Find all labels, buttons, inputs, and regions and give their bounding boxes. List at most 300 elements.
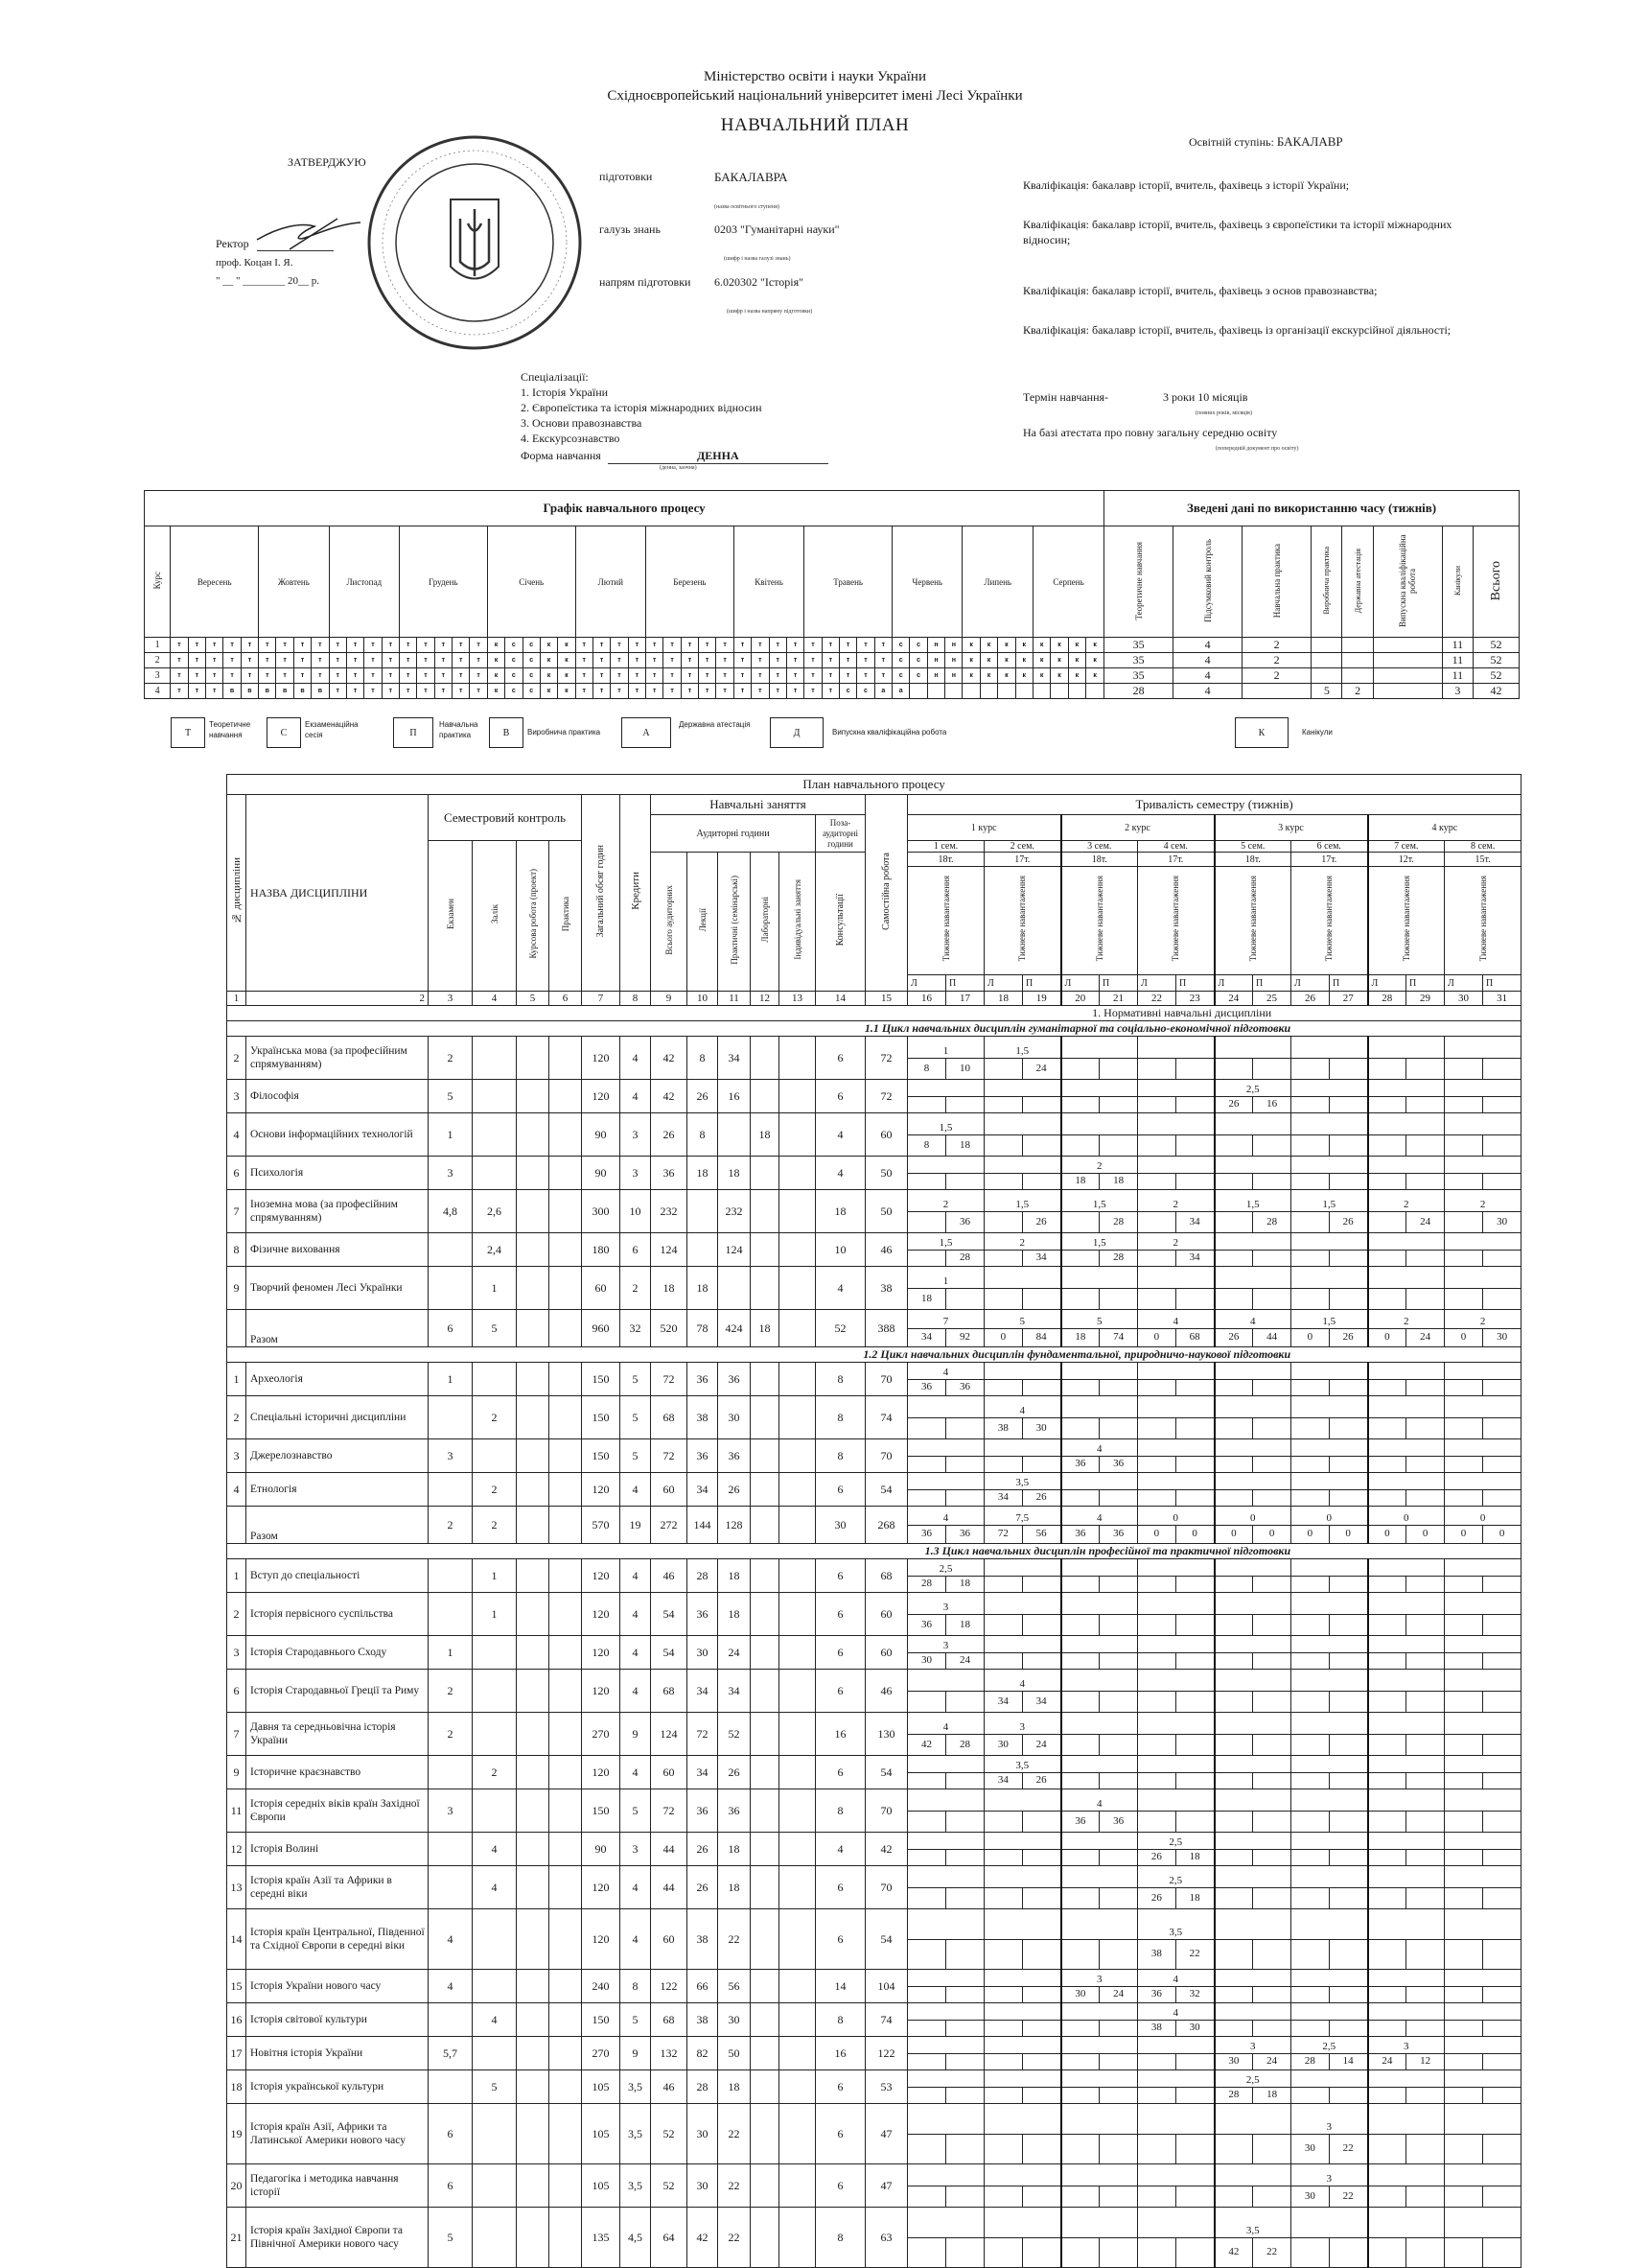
weeks-header: 12т. xyxy=(1368,853,1445,867)
schedule-week-cell: в xyxy=(259,684,276,699)
col-name-header: НАЗВА ДИСЦИПЛІНИ xyxy=(246,795,429,992)
weekly-load-cell xyxy=(1291,1233,1368,1267)
weekly-load-cell xyxy=(1061,1037,1138,1080)
discipline-value: 120 xyxy=(582,1080,620,1113)
schedule-week-cell: к xyxy=(1033,668,1050,684)
weekly-load-cell xyxy=(985,1080,1061,1113)
weekly-load-cell xyxy=(908,1713,985,1756)
practice-hours xyxy=(1175,1380,1214,1396)
lecture-practice-hours xyxy=(1138,2088,1214,2104)
lecture-hours xyxy=(908,1773,945,1789)
schedule-week-cell: к xyxy=(980,638,997,653)
weekly-hours xyxy=(1291,1789,1367,1812)
practice-hours: 0 xyxy=(1329,1526,1367,1544)
discipline-value xyxy=(751,1363,779,1396)
lecture-hours xyxy=(1445,1653,1482,1670)
discipline-value xyxy=(517,1080,549,1113)
weekly-load-cell xyxy=(1368,1670,1445,1713)
discipline-value: 18 xyxy=(718,2070,751,2104)
weekly-hours: 1,5 xyxy=(1216,1190,1291,1212)
discipline-value: 42 xyxy=(866,1833,908,1866)
discipline-value: 47 xyxy=(866,2104,908,2164)
weekly-load-cell xyxy=(1215,1037,1291,1080)
lecture-practice-hours xyxy=(1445,1615,1521,1636)
weekly-load-cell xyxy=(1368,1473,1445,1507)
schedule-week-cell: т xyxy=(223,638,241,653)
discipline-number: 3 xyxy=(227,1636,246,1670)
lecture-hours xyxy=(1291,1812,1329,1833)
lecture-practice-hours xyxy=(1369,1457,1445,1473)
lecture-practice-hours xyxy=(1138,2054,1214,2070)
schedule-week-cell: т xyxy=(241,668,258,684)
discipline-number: 3 xyxy=(227,1439,246,1473)
discipline-value xyxy=(549,1037,582,1080)
schedule-week-cell: т xyxy=(874,653,892,668)
lecture-practice-hours xyxy=(985,1135,1060,1157)
schedule-week-cell: т xyxy=(206,668,223,684)
course-header: 3 курс xyxy=(1215,815,1368,841)
lecture-practice-hours xyxy=(1062,1692,1138,1713)
schedule-week-cell: к xyxy=(540,668,557,684)
lecture-practice-hours xyxy=(1445,2088,1521,2104)
weekly-hours xyxy=(1291,1833,1367,1850)
column-numbers-row xyxy=(227,992,1521,1006)
lecture-practice-hours xyxy=(985,1940,1060,1970)
lecture-practice-hours xyxy=(1216,2135,1291,2164)
practice-hours xyxy=(1329,1653,1367,1670)
weekly-load-cell xyxy=(985,1037,1061,1080)
weekly-load-cell xyxy=(908,1157,985,1190)
summary-value: 52 xyxy=(1474,668,1520,684)
weekly-load-cell xyxy=(1061,1507,1138,1544)
discipline-value: 72 xyxy=(651,1439,687,1473)
discipline-name: Іноземна мова (за професійним спрямуванням) xyxy=(246,1190,429,1233)
practice-hours xyxy=(1329,1418,1367,1439)
summary-value xyxy=(1342,653,1373,668)
discipline-value xyxy=(751,1970,779,2003)
weekly-load-cell xyxy=(1138,1713,1215,1756)
lecture-hours xyxy=(908,1850,945,1866)
lecture-hours xyxy=(908,2088,945,2104)
weekly-load-cell xyxy=(1445,1473,1521,1507)
weekly-load-cell xyxy=(1445,1756,1521,1789)
discipline-value: 150 xyxy=(582,1363,620,1396)
discipline-value: 60 xyxy=(866,1593,908,1636)
discipline-value: 90 xyxy=(582,1113,620,1157)
weekly-load-cell xyxy=(1215,1507,1291,1544)
weekly-load-cell xyxy=(1061,1233,1138,1267)
weekly-hours: 4 xyxy=(1138,1970,1214,1987)
lecture-hours xyxy=(1138,2054,1175,2070)
discipline-value xyxy=(549,1113,582,1157)
qualification-1: Кваліфікація: бакалавр історії, вчитель, фахівець з історії України; xyxy=(1023,178,1350,192)
discipline-value: 4 xyxy=(620,1037,651,1080)
course-header: 2 курс xyxy=(1061,815,1215,841)
practice-hours xyxy=(1329,1289,1367,1310)
weekly-load-cell xyxy=(1215,2164,1291,2208)
schedule-week-cell: т xyxy=(611,638,628,653)
lecture-hours xyxy=(1138,2088,1175,2104)
lecture-hours xyxy=(1216,1653,1253,1670)
discipline-value: 3 xyxy=(429,1789,473,1833)
weekly-load-cell xyxy=(1138,1037,1215,1080)
summary-title: Зведені дані по використанню часу (тижнів) xyxy=(1104,491,1520,526)
discipline-value xyxy=(473,2208,517,2268)
lecture-hours: 38 xyxy=(1150,2022,1162,2034)
weekly-hours xyxy=(985,2070,1060,2088)
discipline-value: 36 xyxy=(651,1157,687,1190)
lecture-hours xyxy=(1369,1135,1406,1157)
weekly-hours xyxy=(1062,2104,1138,2135)
plan-header-row xyxy=(227,795,1521,815)
weekly-load-cell xyxy=(1445,2003,1521,2037)
column-number: 3 xyxy=(429,992,473,1006)
lecture-practice-hours xyxy=(1216,1289,1291,1310)
schedule-week-cell xyxy=(1033,684,1050,699)
summary-value: 3 xyxy=(1442,684,1473,699)
discipline-value: 4 xyxy=(473,1866,517,1909)
weekly-load-cell xyxy=(1215,1363,1291,1396)
lecture-practice-hours xyxy=(985,1418,1060,1439)
discipline-value xyxy=(517,1267,549,1310)
lecture-practice-hours xyxy=(1445,1850,1521,1866)
discipline-value: 2,4 xyxy=(473,1233,517,1267)
schedule-week-cell: т xyxy=(364,668,382,684)
discipline-value: 2 xyxy=(473,1473,517,1507)
weekly-hours: 4 xyxy=(1062,1439,1138,1457)
discipline-name: Українська мова (за професійним спрямуванням) xyxy=(246,1037,429,1080)
lecture-practice-hours xyxy=(1138,1251,1214,1267)
discipline-value: 22 xyxy=(718,1909,751,1970)
lecture-practice-hours xyxy=(1216,2238,1291,2268)
summary-header xyxy=(1342,526,1373,638)
schedule-week-cell: в xyxy=(312,684,329,699)
curriculum-table xyxy=(226,774,1521,2268)
lecture-practice-hours xyxy=(1138,1135,1214,1157)
lecture-practice-hours xyxy=(985,2186,1060,2208)
weekly-hours xyxy=(1369,1789,1445,1812)
lecture-hours xyxy=(908,2135,945,2164)
discipline-value: 105 xyxy=(582,2070,620,2104)
lecture-practice-hours xyxy=(1369,1289,1445,1310)
lecture-hours xyxy=(1062,1251,1100,1267)
schedule-week-cell xyxy=(980,684,997,699)
weekly-load-cell xyxy=(1368,1507,1445,1544)
weekly-hours: 4 xyxy=(985,1670,1060,1692)
lecture-practice-hours xyxy=(1445,1059,1521,1080)
weekly-load-header xyxy=(1445,867,1521,975)
legend-label: Випускна кваліфікаційна робота xyxy=(832,728,947,737)
practice-hours: 44 xyxy=(1252,1329,1290,1347)
lecture-practice-hours xyxy=(908,1329,984,1347)
discipline-name: Новітня історія України xyxy=(246,2037,429,2070)
column-number: 30 xyxy=(1445,992,1483,1006)
discipline-value xyxy=(517,2003,549,2037)
lecture-practice-hours xyxy=(908,1577,984,1593)
practice-hours xyxy=(945,1490,984,1507)
lecture-hours xyxy=(1445,1888,1482,1909)
lecture-hours xyxy=(1138,1289,1175,1310)
lecture-hours xyxy=(1062,1577,1100,1593)
schedule-week-cell: к xyxy=(998,638,1015,653)
lecture-practice-hours xyxy=(1369,1212,1445,1233)
practice-hours xyxy=(1482,1457,1521,1473)
lecture-practice-hours xyxy=(1445,1380,1521,1396)
discipline-value: 3 xyxy=(429,1439,473,1473)
lecture-hours: 24 xyxy=(1382,2055,1393,2068)
discipline-value: 3,5 xyxy=(620,2070,651,2104)
practice-hours: 84 xyxy=(1022,1329,1060,1347)
month-header: Квітень xyxy=(733,526,803,638)
weekly-hours xyxy=(1138,2164,1214,2186)
total-hours-label: Загальний обсяг годин xyxy=(595,844,606,938)
discipline-name: Джерелознавство xyxy=(246,1439,429,1473)
discipline-value xyxy=(473,2037,517,2070)
plan-title: План навчального процесу xyxy=(227,775,1521,795)
discipline-value: 30 xyxy=(718,2003,751,2037)
schedule-row xyxy=(145,684,1520,699)
lecture-practice-hours xyxy=(1445,2021,1521,2037)
weekly-load-cell xyxy=(985,1267,1061,1310)
aud-col-header xyxy=(751,853,779,992)
course-number: 1 xyxy=(145,638,171,653)
weekly-load-cell xyxy=(1215,2037,1291,2070)
practice-hours xyxy=(1252,1135,1290,1157)
lecture-practice-hours xyxy=(1445,1212,1521,1233)
schedule-week-cell: т xyxy=(241,653,258,668)
weekly-hours xyxy=(1445,2164,1521,2186)
weekly-load-header xyxy=(908,867,985,975)
weekly-hours xyxy=(1062,2003,1138,2021)
schedule-week-cell: т xyxy=(382,638,399,653)
schedule-week-cell: т xyxy=(804,638,822,653)
weekly-hours xyxy=(1216,1713,1291,1735)
month-header: Вересень xyxy=(171,526,259,638)
practice-hours xyxy=(1099,1289,1137,1310)
weekly-load-cell xyxy=(985,1593,1061,1636)
discipline-value xyxy=(429,1267,473,1310)
lecture-practice-hours xyxy=(908,1773,984,1789)
weekly-load-cell xyxy=(1138,1157,1215,1190)
discipline-value: 8 xyxy=(816,1789,866,1833)
practice-header: П xyxy=(1023,975,1061,992)
weekly-hours xyxy=(1216,1396,1291,1418)
discipline-value: 10 xyxy=(620,1190,651,1233)
total-value: 268 xyxy=(866,1507,908,1544)
lecture-hours: 28 xyxy=(921,1578,932,1590)
column-number: 20 xyxy=(1061,992,1100,1006)
discipline-value: 38 xyxy=(687,2003,718,2037)
schedule-week-cell: т xyxy=(646,638,663,653)
discipline-name: Історія первісного суспільства xyxy=(246,1593,429,1636)
weekly-hours xyxy=(1445,1113,1521,1135)
lecture-practice-hours xyxy=(1216,1174,1291,1190)
sc-col-header xyxy=(429,841,473,992)
discipline-value: 42 xyxy=(651,1037,687,1080)
schedule-week-cell: к xyxy=(998,668,1015,684)
aud-col-label: Практичні (семінарські) xyxy=(729,875,739,965)
schedule-week-cell: т xyxy=(434,684,452,699)
weekly-hours: 4 xyxy=(908,1713,984,1735)
discipline-value xyxy=(517,1157,549,1190)
schedule-week-cell: т xyxy=(752,638,769,653)
practice-hours: 36 xyxy=(945,1526,984,1544)
semester-header: 8 сем. xyxy=(1445,841,1521,853)
column-number: 26 xyxy=(1291,992,1330,1006)
lecture-hours: 36 xyxy=(921,1528,932,1540)
month-header: Травень xyxy=(804,526,893,638)
schedule-week-cell: к xyxy=(1015,653,1033,668)
discipline-value: 18 xyxy=(718,1559,751,1593)
lecture-hours xyxy=(1291,1174,1329,1190)
weekly-load-cell xyxy=(1291,1866,1368,1909)
lecture-practice-hours xyxy=(985,2088,1060,2104)
lecture-practice-hours xyxy=(1369,2238,1445,2268)
practice-hours xyxy=(1252,1289,1290,1310)
lecture-hours xyxy=(1369,1212,1406,1233)
weekly-load-cell xyxy=(1291,1310,1368,1347)
weekly-load-cell xyxy=(908,1267,985,1310)
weekly-load-label: Тижневе навантаження xyxy=(1324,876,1335,962)
lecture-hours: 0 xyxy=(1460,1528,1467,1540)
weekly-hours: 3 xyxy=(1062,1970,1138,1987)
weekly-load-cell xyxy=(1445,1833,1521,1866)
discipline-value: 53 xyxy=(866,2070,908,2104)
classes-header: Навчальні заняття xyxy=(651,795,866,815)
discipline-value: 52 xyxy=(718,1713,751,1756)
weekly-hours: 2 xyxy=(1369,1190,1445,1212)
weekly-load-cell xyxy=(1215,1439,1291,1473)
practice-hours xyxy=(1252,1692,1290,1713)
discipline-number: 14 xyxy=(227,1909,246,1970)
lecture-hours: 18 xyxy=(921,1292,932,1304)
lecture-hours: 0 xyxy=(1000,1331,1007,1344)
column-number: 29 xyxy=(1406,992,1445,1006)
lecture-hours xyxy=(1062,1097,1100,1113)
discipline-value xyxy=(779,2104,816,2164)
lecture-hours xyxy=(1369,1097,1406,1113)
practice-hours xyxy=(1022,1577,1060,1593)
discipline-value xyxy=(751,1713,779,1756)
weekly-load-header xyxy=(1215,867,1291,975)
weekly-hours xyxy=(1445,1833,1521,1850)
discipline-number: 7 xyxy=(227,1713,246,1756)
discipline-value: 36 xyxy=(687,1363,718,1396)
weekly-hours xyxy=(1445,1636,1521,1653)
lecture-hours: 0 xyxy=(1231,1528,1237,1540)
schedule-week-cell: т xyxy=(434,668,452,684)
lecture-practice-hours xyxy=(1291,1812,1367,1833)
discipline-value: 64 xyxy=(651,2208,687,2268)
discipline-value xyxy=(779,1636,816,1670)
schedule-week-cell: н xyxy=(927,653,944,668)
discipline-value: 72 xyxy=(687,1713,718,1756)
schedule-week-cell: т xyxy=(434,653,452,668)
practice-hours xyxy=(1252,1490,1290,1507)
lecture-practice-hours xyxy=(1369,1490,1445,1507)
weekly-hours xyxy=(908,2164,984,2186)
schedule-week-cell: т xyxy=(699,638,716,653)
weekly-hours xyxy=(1369,1363,1445,1380)
weekly-load-cell xyxy=(1445,1233,1521,1267)
legend-code-box: П xyxy=(393,717,433,748)
practice-hours xyxy=(1252,1653,1290,1670)
schedule-week-cell: т xyxy=(699,684,716,699)
lecture-hours xyxy=(985,2054,1022,2070)
schedule-week-cell: т xyxy=(453,638,470,653)
lecture-practice-hours xyxy=(1216,1888,1291,1909)
practice-header: П xyxy=(1406,975,1445,992)
lecture-hours xyxy=(1291,1692,1329,1713)
lecture-hours xyxy=(1445,2135,1482,2164)
discipline-value: 4,8 xyxy=(429,1190,473,1233)
lecture-practice-hours xyxy=(1445,1135,1521,1157)
semester-header: 6 сем. xyxy=(1291,841,1368,853)
schedule-week-cell: т xyxy=(699,668,716,684)
schedule-week-cell: т xyxy=(434,638,452,653)
discipline-value xyxy=(549,1080,582,1113)
schedule-week-cell: т xyxy=(804,684,822,699)
discipline-value: 130 xyxy=(866,1713,908,1756)
weekly-hours: 2 xyxy=(1445,1310,1521,1329)
specialization-1: 1. Історія України xyxy=(521,386,609,399)
weekly-load-cell xyxy=(1061,1866,1138,1909)
lecture-hours xyxy=(1291,1490,1329,1507)
lecture-practice-hours xyxy=(1216,1059,1291,1080)
discipline-value: 120 xyxy=(582,1670,620,1713)
schedule-week-cell: т xyxy=(346,653,363,668)
practice-hours xyxy=(1482,1251,1521,1267)
sc-col-header xyxy=(549,841,582,992)
weekly-load-cell xyxy=(1061,1190,1138,1233)
weekly-hours xyxy=(908,1970,984,1987)
weekly-hours: 2,5 xyxy=(908,1559,984,1577)
weekly-load-cell xyxy=(908,1789,985,1833)
lecture-hours xyxy=(1369,1987,1406,2003)
lecture-practice-hours xyxy=(908,2238,984,2268)
legend-label: Екзаменаційна сесія xyxy=(305,720,359,739)
weekly-load-label: Тижневе навантаження xyxy=(1477,876,1488,962)
weekly-hours xyxy=(1291,2070,1367,2088)
discipline-name: Спеціальні історичні дисципліни xyxy=(246,1396,429,1439)
lecture-hours xyxy=(1138,1692,1175,1713)
discipline-name: Історія світової культури xyxy=(246,2003,429,2037)
cycle-total-row xyxy=(227,1310,1521,1347)
lecture-practice-hours xyxy=(1445,1251,1521,1267)
discipline-value: 14 xyxy=(816,1970,866,2003)
schedule-week-cell: т xyxy=(839,638,856,653)
discipline-name: Історія країн Азії та Африки в середні віки xyxy=(246,1866,429,1909)
schedule-week-cell: т xyxy=(611,668,628,684)
discipline-row xyxy=(227,2037,1521,2070)
weekly-hours xyxy=(1216,1636,1291,1653)
schedule-week-cell: т xyxy=(364,653,382,668)
discipline-number: 20 xyxy=(227,2164,246,2208)
discipline-value: 4 xyxy=(620,1756,651,1789)
discipline-value: 232 xyxy=(718,1190,751,1233)
discipline-value xyxy=(429,1833,473,1866)
practice-hours xyxy=(1482,1289,1521,1310)
practice-header: П xyxy=(1100,975,1138,992)
discipline-value: 5 xyxy=(620,1363,651,1396)
aud-col-label: Індивідуальні заняття xyxy=(792,879,802,960)
lecture-hours xyxy=(1445,1940,1482,1970)
weekly-hours xyxy=(1138,1559,1214,1577)
schedule-week-cell: т xyxy=(681,638,698,653)
lecture-hours xyxy=(1369,1059,1406,1080)
discipline-value: 68 xyxy=(651,1670,687,1713)
discipline-value xyxy=(473,1670,517,1713)
